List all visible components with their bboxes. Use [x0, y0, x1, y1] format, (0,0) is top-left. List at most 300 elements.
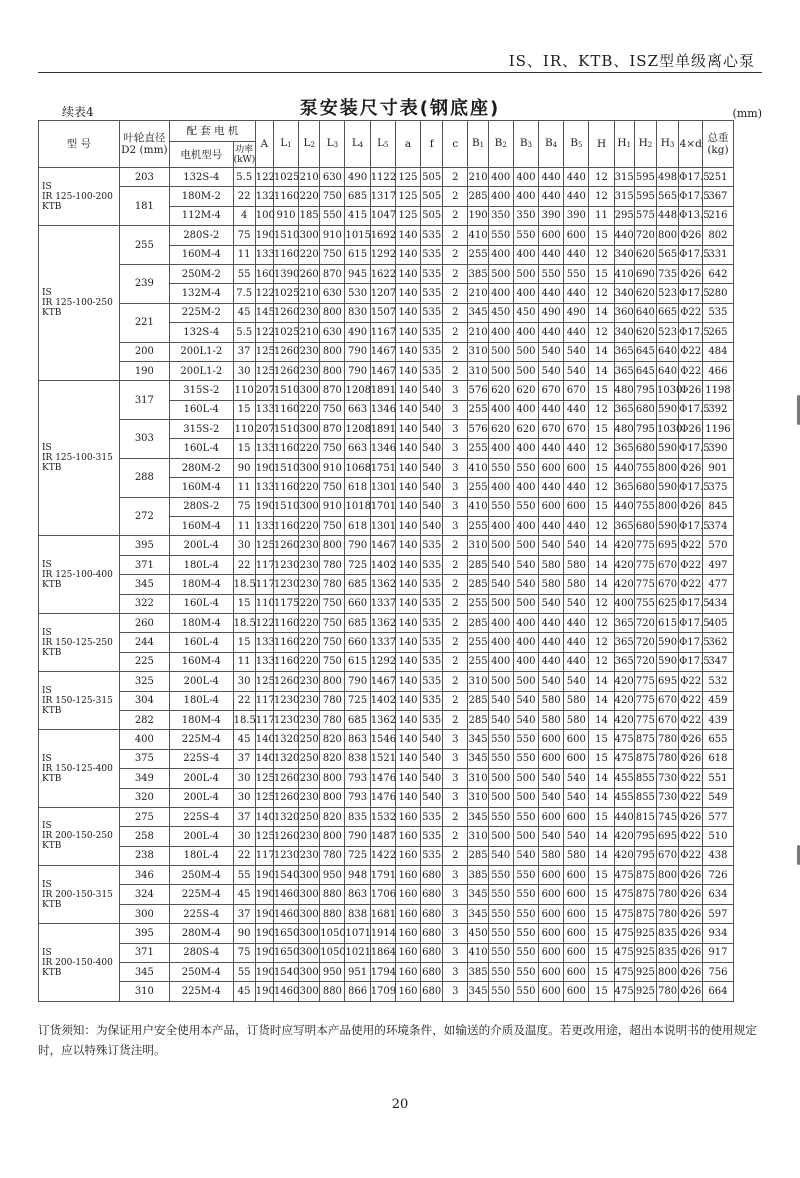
table-cell: 190 [255, 924, 273, 943]
table-cell: 880 [320, 982, 345, 1001]
table-cell: 125 [255, 342, 273, 361]
table-cell: 140 [255, 730, 273, 749]
table-cell: 200L-4 [170, 672, 234, 691]
table-cell: 1510 [273, 420, 298, 439]
table-cell: 505 [421, 168, 443, 187]
table-cell: 230 [299, 575, 320, 594]
table-cell: 550 [513, 226, 538, 245]
table-cell: 1301 [370, 478, 395, 497]
table-cell: 910 [320, 458, 345, 477]
impeller-diameter-cell: 303 [119, 420, 169, 459]
table-cell: 540 [539, 769, 564, 788]
table-cell: 475 [614, 924, 634, 943]
table-cell: 880 [320, 885, 345, 904]
table-cell: 535 [421, 555, 443, 574]
table-cell: 726 [703, 866, 733, 885]
table-cell: Φ22 [679, 788, 703, 807]
table-cell: 110 [233, 420, 255, 439]
table-row [39, 303, 762, 322]
table-cell: 3 [443, 866, 468, 885]
table-cell: 540 [513, 691, 538, 710]
table-cell: 190 [468, 206, 488, 225]
impeller-diameter-cell: 288 [119, 458, 169, 497]
model-line: IR 150-125-250 [42, 637, 113, 648]
table-cell: 345 [468, 885, 488, 904]
table-cell: 550 [513, 730, 538, 749]
table-cell: 345 [468, 749, 488, 768]
table-cell: 1292 [370, 652, 395, 671]
table-cell: 500 [513, 342, 538, 361]
table-cell: 620 [513, 381, 538, 400]
table-cell: 280M-4 [170, 924, 234, 943]
table-cell: 800 [656, 963, 678, 982]
table-cell: 230 [299, 846, 320, 865]
impeller-diameter-cell: 322 [119, 594, 169, 613]
table-cell: 1068 [345, 458, 370, 477]
table-cell: 795 [634, 381, 656, 400]
table-cell: 3 [443, 400, 468, 419]
table-cell: 250 [299, 807, 320, 826]
table-cell: 160L-4 [170, 400, 234, 419]
table-cell: 2 [443, 264, 468, 283]
table-cell: 230 [299, 361, 320, 380]
table-cell: 620 [488, 420, 513, 439]
table-cell: 140 [395, 536, 420, 555]
table-cell: 870 [320, 420, 345, 439]
table-cell: 125 [255, 788, 273, 807]
table-cell: Φ26 [679, 807, 703, 826]
table-cell: 535 [421, 652, 443, 671]
table-cell: 440 [614, 226, 634, 245]
table-cell: 540 [513, 846, 538, 865]
table-cell: 755 [634, 458, 656, 477]
model-line: IR 150-125-400 [42, 763, 113, 774]
table-cell: 2 [443, 555, 468, 574]
table-cell: 190 [255, 458, 273, 477]
table-cell: 400 [488, 168, 513, 187]
table-cell: 210 [299, 323, 320, 342]
table-cell: 620 [513, 420, 538, 439]
table-cell: 140 [395, 730, 420, 749]
table-cell: 420 [614, 846, 634, 865]
table-cell: 475 [614, 730, 634, 749]
table-cell: 15 [589, 381, 614, 400]
table-cell: 855 [634, 788, 656, 807]
table-cell: 535 [421, 613, 443, 632]
table-cell: Φ17.5 [679, 323, 703, 342]
model-line: IS [42, 181, 52, 192]
table-cell: 540 [513, 575, 538, 594]
table-cell: 663 [345, 400, 370, 419]
table-cell: 160 [255, 264, 273, 283]
table-cell: 365 [614, 478, 634, 497]
table-cell: 477 [703, 575, 733, 594]
table-cell: 780 [320, 691, 345, 710]
table-cell: 750 [320, 517, 345, 536]
table-cell: 655 [703, 730, 733, 749]
table-cell: 310 [468, 788, 488, 807]
table-cell: 838 [345, 749, 370, 768]
table-cell: 440 [564, 168, 589, 187]
table-cell: 580 [564, 555, 589, 574]
table-cell: 580 [539, 846, 564, 865]
table-cell: 540 [513, 555, 538, 574]
table-row [39, 652, 762, 671]
table-cell: 448 [656, 206, 678, 225]
table-cell: 230 [299, 555, 320, 574]
table-cell: 540 [421, 730, 443, 749]
table-row [39, 982, 762, 1001]
table-cell: 600 [539, 904, 564, 923]
table-cell: 450 [468, 924, 488, 943]
table-cell: 440 [614, 497, 634, 516]
table-cell: 365 [614, 613, 634, 632]
table-cell: 55 [233, 963, 255, 982]
table-cell: 160 [395, 885, 420, 904]
table-row [39, 361, 762, 380]
table-cell: 725 [345, 846, 370, 865]
table-cell: 695 [656, 827, 678, 846]
table-cell: 160 [395, 866, 420, 885]
table-cell: 1532 [370, 807, 395, 826]
table-cell: 551 [703, 769, 733, 788]
table-cell: 14 [589, 555, 614, 574]
table-cell: 1160 [273, 478, 298, 497]
table-cell: 140 [395, 788, 420, 807]
table-cell: 580 [564, 691, 589, 710]
table-cell: 18.5 [233, 710, 255, 729]
table-cell: 1208 [345, 381, 370, 400]
table-row [39, 943, 762, 962]
table-cell: 685 [345, 187, 370, 206]
table-cell: 1521 [370, 749, 395, 768]
table-cell: 117 [255, 846, 273, 865]
table-cell: 14 [589, 361, 614, 380]
subscript: 2 [502, 141, 507, 149]
table-cell: 400 [513, 652, 538, 671]
table-cell: 780 [320, 846, 345, 865]
table-cell: 600 [539, 730, 564, 749]
table-cell: Φ26 [679, 963, 703, 982]
table-cell: 400 [488, 633, 513, 652]
table-cell: 590 [656, 633, 678, 652]
table-cell: 3 [443, 730, 468, 749]
table-cell: 800 [320, 536, 345, 555]
table-cell: 440 [539, 245, 564, 264]
table-cell: 440 [539, 284, 564, 303]
table-cell: 550 [488, 904, 513, 923]
table-cell: 160 [395, 943, 420, 962]
table-cell: 780 [656, 904, 678, 923]
table-cell: 132 [255, 187, 273, 206]
table-cell: 1030 [656, 420, 678, 439]
table-cell: 490 [564, 303, 589, 322]
table-cell: 12 [589, 284, 614, 303]
table-cell: 3 [443, 982, 468, 1001]
table-cell: 440 [564, 439, 589, 458]
table-cell: 1510 [273, 497, 298, 516]
table-cell: 420 [614, 691, 634, 710]
table-cell: 400 [513, 168, 538, 187]
table-cell: 695 [656, 536, 678, 555]
table-cell: 117 [255, 710, 273, 729]
model-line: KTB [42, 308, 62, 319]
table-cell: 1487 [370, 827, 395, 846]
table-cell: 280S-4 [170, 943, 234, 962]
table-cell: 392 [703, 400, 733, 419]
table-cell: 498 [656, 168, 678, 187]
table-cell: 535 [421, 807, 443, 826]
table-cell: 45 [233, 730, 255, 749]
table-cell: 12 [589, 400, 614, 419]
table-cell: 440 [564, 284, 589, 303]
table-cell: 540 [488, 846, 513, 865]
table-cell: 1891 [370, 381, 395, 400]
table-cell: 535 [421, 633, 443, 652]
col-H2: H2 [634, 121, 656, 168]
table-cell: 695 [656, 672, 678, 691]
table-cell: 280M-2 [170, 458, 234, 477]
table-cell: 500 [513, 769, 538, 788]
table-cell: 1891 [370, 420, 395, 439]
table-cell: 280S-2 [170, 226, 234, 245]
table-cell: 590 [656, 439, 678, 458]
table-cell: 410 [468, 943, 488, 962]
table-cell: 1460 [273, 904, 298, 923]
table-cell: 540 [564, 769, 589, 788]
table-cell: 37 [233, 342, 255, 361]
table-cell: 225S-4 [170, 749, 234, 768]
table-cell: 439 [703, 710, 733, 729]
table-cell: 140 [395, 245, 420, 264]
table-cell: 1476 [370, 769, 395, 788]
table-cell: 815 [634, 807, 656, 826]
table-cell: 590 [656, 478, 678, 497]
table-cell: 255 [468, 439, 488, 458]
model-line: IR 125-100-250 [42, 298, 113, 309]
table-cell: 540 [564, 594, 589, 613]
table-cell: Φ26 [679, 885, 703, 904]
table-cell: 15 [233, 400, 255, 419]
table-cell: 400 [513, 633, 538, 652]
table-cell: 300 [299, 904, 320, 923]
table-cell: 1706 [370, 885, 395, 904]
table-cell: 800 [320, 342, 345, 361]
table-cell: 1175 [273, 594, 298, 613]
table-cell: 625 [656, 594, 678, 613]
table-cell: 800 [320, 788, 345, 807]
table-cell: 160 [395, 904, 420, 923]
table-cell: 190 [255, 943, 273, 962]
table-cell: 14 [589, 672, 614, 691]
table-cell: 140 [395, 517, 420, 536]
col-L2: L2 [299, 121, 320, 168]
col-B1: B1 [468, 121, 488, 168]
table-cell: 300 [299, 497, 320, 516]
model-line: IR 200-150-250 [42, 831, 113, 842]
impeller-diameter-cell: 371 [119, 555, 169, 574]
table-cell: 790 [345, 536, 370, 555]
table-cell: 225M-4 [170, 730, 234, 749]
table-cell: 400 [488, 323, 513, 342]
table-cell: 1122 [370, 168, 395, 187]
table-cell: 685 [345, 575, 370, 594]
table-cell: 1402 [370, 555, 395, 574]
table-cell: 390 [539, 206, 564, 225]
table-cell: 220 [299, 594, 320, 613]
table-cell: 540 [564, 361, 589, 380]
table-cell: 125 [255, 536, 273, 555]
table-cell: 400 [488, 439, 513, 458]
table-cell: 535 [703, 303, 733, 322]
col-c: c [443, 121, 468, 168]
table-cell: 755 [634, 594, 656, 613]
table-cell: 1196 [703, 420, 733, 439]
table-cell: 410 [468, 497, 488, 516]
table-row [39, 788, 762, 807]
table-cell: 775 [634, 575, 656, 594]
table-cell: 2 [443, 846, 468, 865]
table-cell: 838 [345, 904, 370, 923]
table-cell: 3 [443, 478, 468, 497]
table-cell: 220 [299, 245, 320, 264]
impeller-diameter-cell: 325 [119, 672, 169, 691]
table-cell: Φ26 [679, 458, 703, 477]
table-cell: 300 [299, 420, 320, 439]
table-cell: 535 [421, 691, 443, 710]
table-cell: 535 [421, 361, 443, 380]
table-cell: 1260 [273, 769, 298, 788]
table-cell: 400 [513, 613, 538, 632]
table-cell: 475 [614, 866, 634, 885]
table-cell: 580 [539, 710, 564, 729]
table-cell: 497 [703, 555, 733, 574]
table-cell: 680 [421, 924, 443, 943]
table-cell: 365 [614, 652, 634, 671]
table-row [39, 497, 762, 516]
table-row [39, 226, 762, 245]
table-cell: 550 [513, 749, 538, 768]
model-line: IS [42, 879, 52, 890]
table-cell: 3 [443, 458, 468, 477]
model-line: IS [42, 685, 52, 696]
table-row [39, 536, 762, 555]
model-line: IS [42, 559, 52, 570]
table-cell: 1160 [273, 187, 298, 206]
table-cell: 830 [345, 303, 370, 322]
table-cell: 1791 [370, 866, 395, 885]
col-A: A [255, 121, 273, 168]
table-cell: 500 [488, 827, 513, 846]
table-cell: 600 [564, 982, 589, 1001]
table-cell: Φ17.5 [679, 478, 703, 497]
table-cell: Φ22 [679, 710, 703, 729]
table-cell: 180M-4 [170, 710, 234, 729]
table-cell: 2 [443, 245, 468, 264]
table-cell: 12 [589, 613, 614, 632]
table-cell: 250M-4 [170, 866, 234, 885]
table-cell: 680 [634, 439, 656, 458]
table-cell: 1230 [273, 691, 298, 710]
table-cell: 3 [443, 439, 468, 458]
impeller-diameter-cell: 244 [119, 633, 169, 652]
table-cell: 1260 [273, 361, 298, 380]
table-cell: 540 [564, 536, 589, 555]
col-B2: B2 [488, 121, 513, 168]
table-cell: Φ17.5 [679, 245, 703, 264]
table-cell: 122 [255, 284, 273, 303]
impeller-diameter-cell: 203 [119, 168, 169, 187]
table-cell: 1510 [273, 226, 298, 245]
table-cell: 950 [320, 866, 345, 885]
table-cell: 420 [614, 672, 634, 691]
table-cell: Φ26 [679, 264, 703, 283]
dimensions-table [38, 120, 762, 1002]
table-cell: 3 [443, 517, 468, 536]
table-cell: 500 [513, 361, 538, 380]
table-cell: 450 [513, 303, 538, 322]
table-cell: 1467 [370, 361, 395, 380]
table-cell: 1260 [273, 672, 298, 691]
table-cell: 300 [299, 943, 320, 962]
table-cell: 345 [468, 303, 488, 322]
table-cell: 140 [395, 303, 420, 322]
table-cell: 540 [564, 672, 589, 691]
table-cell: 140 [255, 749, 273, 768]
table-row [39, 672, 762, 691]
table-cell: 475 [614, 885, 634, 904]
table-row [39, 575, 762, 594]
table-cell: 140 [395, 400, 420, 419]
table-cell: 1346 [370, 400, 395, 419]
model-line: IS [42, 443, 52, 454]
table-cell: 540 [421, 400, 443, 419]
table-cell: 140 [395, 749, 420, 768]
table-cell: 1422 [370, 846, 395, 865]
col-B3: B3 [513, 121, 538, 168]
table-cell: 863 [345, 885, 370, 904]
table-cell: 133 [255, 478, 273, 497]
table-cell: 725 [345, 691, 370, 710]
table-cell: 400 [488, 478, 513, 497]
subscript: 5 [577, 141, 583, 149]
table-cell: 140 [395, 633, 420, 652]
model-cell [39, 866, 120, 924]
table-cell: 190 [255, 904, 273, 923]
col-H: H [589, 121, 614, 168]
table-cell: 14 [589, 846, 614, 865]
table-row [39, 807, 762, 826]
table-cell: 37 [233, 749, 255, 768]
table-cell: 2 [443, 168, 468, 187]
table-cell: 1681 [370, 904, 395, 923]
table-cell: 230 [299, 769, 320, 788]
table-cell: 15 [589, 420, 614, 439]
table-row [39, 691, 762, 710]
table-cell: 550 [488, 943, 513, 962]
col-a: a [395, 121, 420, 168]
table-cell: 925 [634, 982, 656, 1001]
table-cell: 600 [539, 963, 564, 982]
impeller-diameter-cell: 375 [119, 749, 169, 768]
table-cell: 37 [233, 807, 255, 826]
table-cell: 140 [395, 458, 420, 477]
table-cell: Φ26 [679, 497, 703, 516]
table-cell: 540 [539, 672, 564, 691]
table-cell: 440 [564, 323, 589, 342]
table-cell: 835 [656, 924, 678, 943]
table-cell: 535 [421, 575, 443, 594]
